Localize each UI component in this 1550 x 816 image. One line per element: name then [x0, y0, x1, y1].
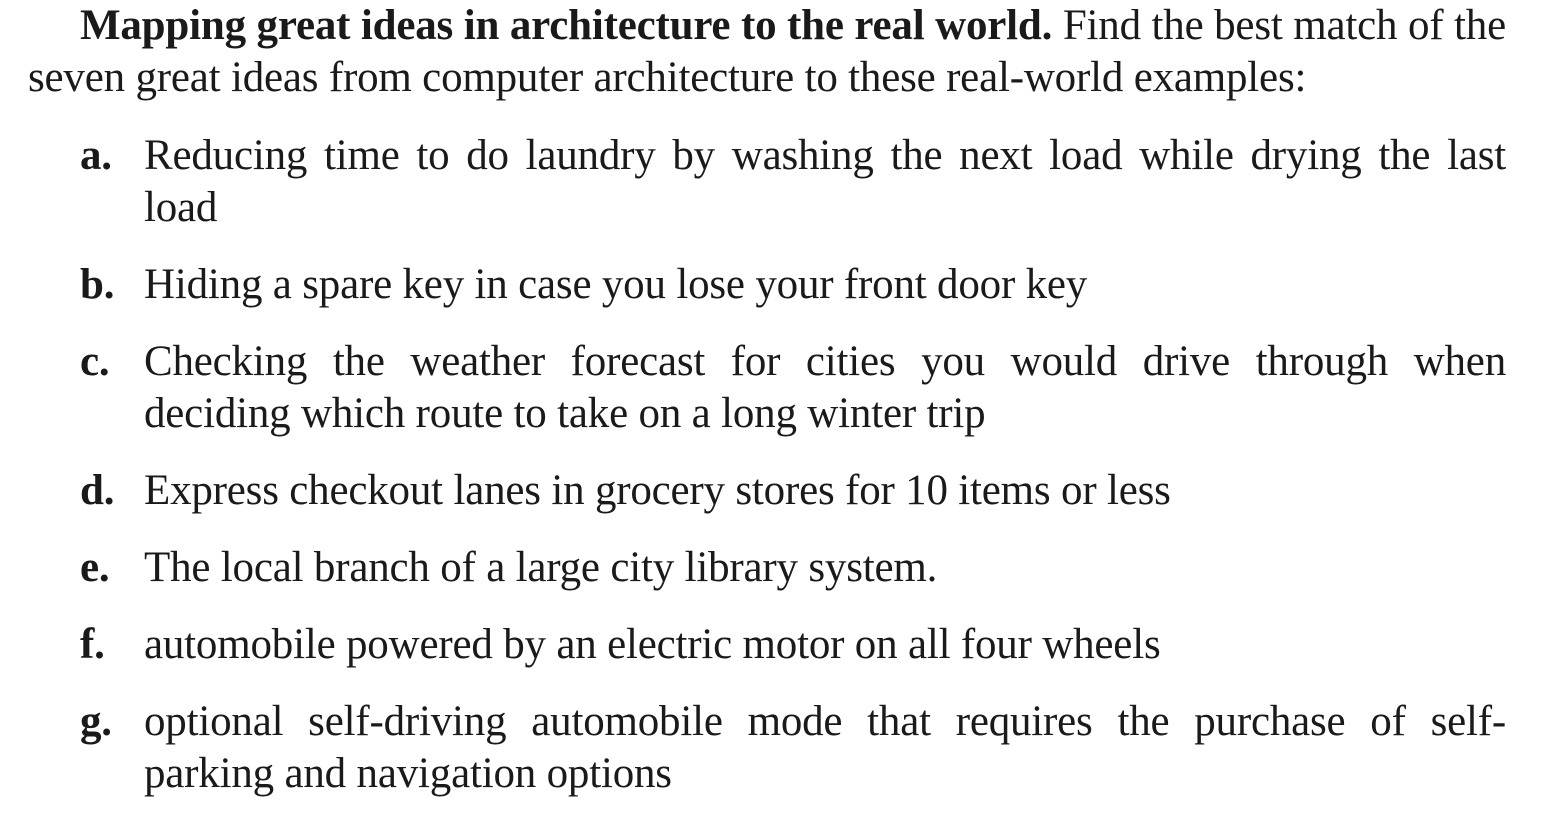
item-text: The local branch of a large city library system.	[144, 544, 938, 591]
problem-statement	[28, 0, 1506, 104]
list-item-d	[28, 465, 1506, 517]
list-item-b	[28, 259, 1506, 311]
item-text: optional self-driving automobile mode that requires the purchase of self-parking and navigation options	[144, 698, 1506, 797]
list-item-a	[28, 130, 1506, 234]
item-text: automobile powered by an electric motor on all four wheels	[144, 621, 1161, 668]
problem-lead: Mapping great ideas in architecture to the real world.	[80, 2, 1053, 49]
example-list	[28, 130, 1506, 800]
list-item-c	[28, 336, 1506, 440]
item-text: Hiding a spare key in case you lose your front door key	[144, 261, 1088, 308]
list-item-g	[28, 696, 1506, 800]
list-item-e	[28, 542, 1506, 594]
item-text: Checking the weather forecast for cities you would drive through when deciding which route to take on a long winter trip	[144, 338, 1506, 437]
item-marker: d.	[80, 467, 115, 514]
list-item-f	[28, 619, 1506, 671]
item-marker: b.	[80, 261, 115, 308]
problem-instruction: Find the best match of the seven great ideas from computer architecture to these real-world examples:	[28, 2, 1506, 101]
item-marker: c.	[80, 338, 110, 385]
item-marker: a.	[80, 132, 112, 179]
item-text: Reducing time to do laundry by washing the next load while drying the last load	[144, 132, 1506, 231]
item-marker: f.	[80, 621, 105, 668]
item-marker: g.	[80, 698, 112, 745]
item-text: Express checkout lanes in grocery stores for 10 items or less	[144, 467, 1171, 514]
item-marker: e.	[80, 544, 110, 591]
